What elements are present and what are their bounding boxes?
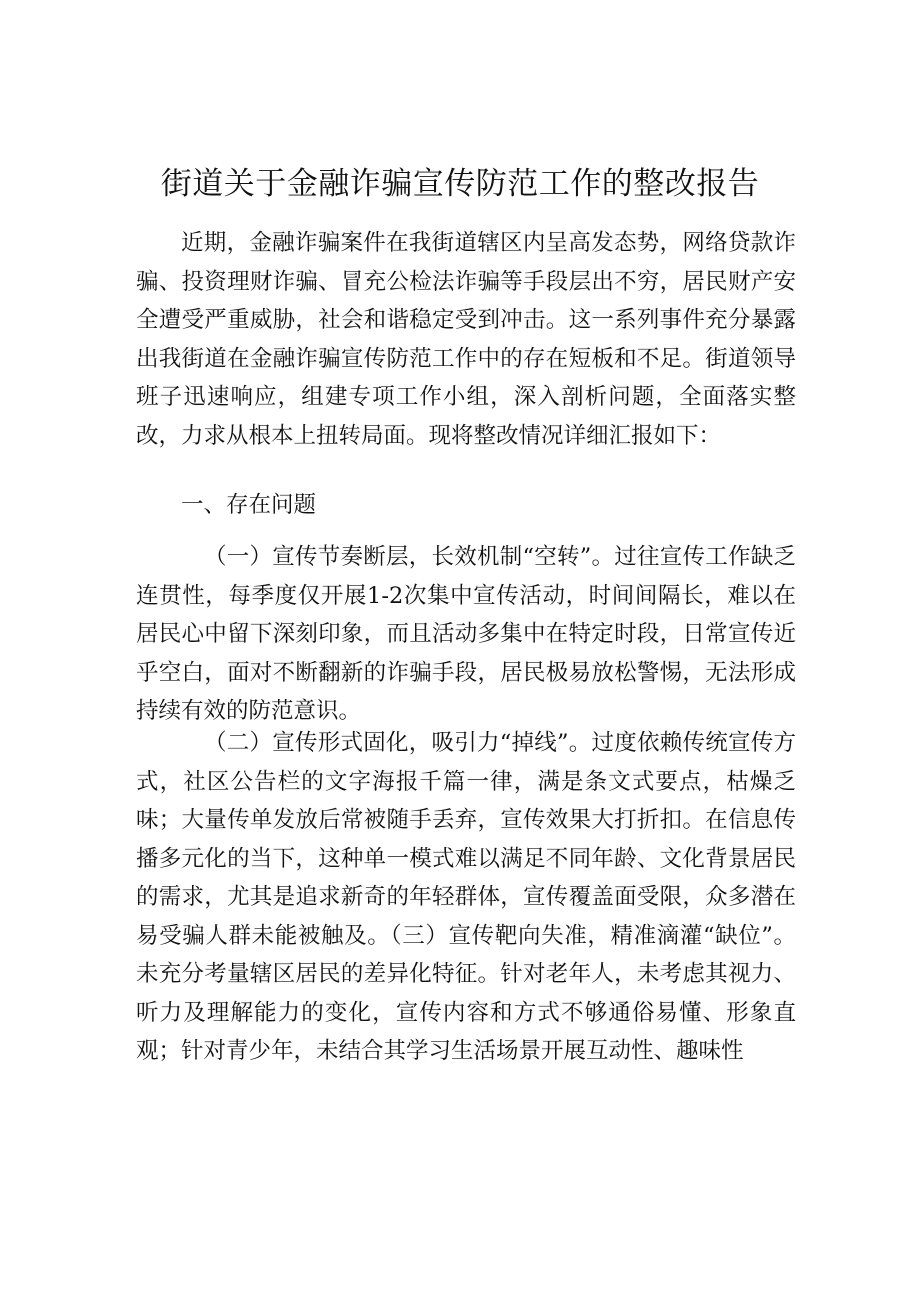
problem-paragraph-2: （二）宣传形式固化，吸引力“掉线”。过度依赖传统宣传方式，社区公告栏的文字海报千篇一律，满是条文式要点，枯燥乏味；大量传单发放后常被随手丢弃，宣传效果大打折扣。在信息传播多元化的当下，这种单一模式难以满足不同年龄、文化背景居民的需求，尤其是追求新奇的年轻群体，宣传覆盖面受限，众多潜在易受骗人群未能被触及。（三）宣传靶向失准，精准滴灌“缺位”。未充分考量辖区居民的差异化特征。针对老年人，未考虑其视力、听力及理解能力的变化，宣传内容和方式不够通俗易懂、形象直观；针对青少年，未结合其学习生活场景开展互动性、趣味性	[136, 730, 796, 1064]
intro-paragraph: 近期，金融诈骗案件在我街道辖区内呈高发态势，网络贷款诈骗、投资理财诈骗、冒充公检法诈骗等手段层出不穷，居民财产安全遭受严重威胁，社会和谐稳定受到冲击。这一系列事件充分暴露出我街道在金融诈骗宣传防范工作中的存在短板和不足。街道领导班子迅速响应，组建专项工作小组，深入剖析问题，全面落实整改，力求从根本上扭转局面。现将整改情况详细汇报如下：	[136, 230, 796, 449]
problem-paragraph-1: （一）宣传节奏断层，长效机制“空转”。过往宣传工作缺乏连贯性，每季度仅开展1-2次集中宣传活动，时间间隔长，难以在居民心中留下深刻印象，而且活动多集中在特定时段，日常宣传近乎空白，面对不断翻新的诈骗手段，居民极易放松警惕，无法形成持续有效的防范意识。	[136, 544, 796, 724]
document-title: 街道关于金融诈骗宣传防范工作的整改报告	[160, 166, 760, 202]
section-heading-problems: 一、存在问题	[181, 492, 317, 518]
